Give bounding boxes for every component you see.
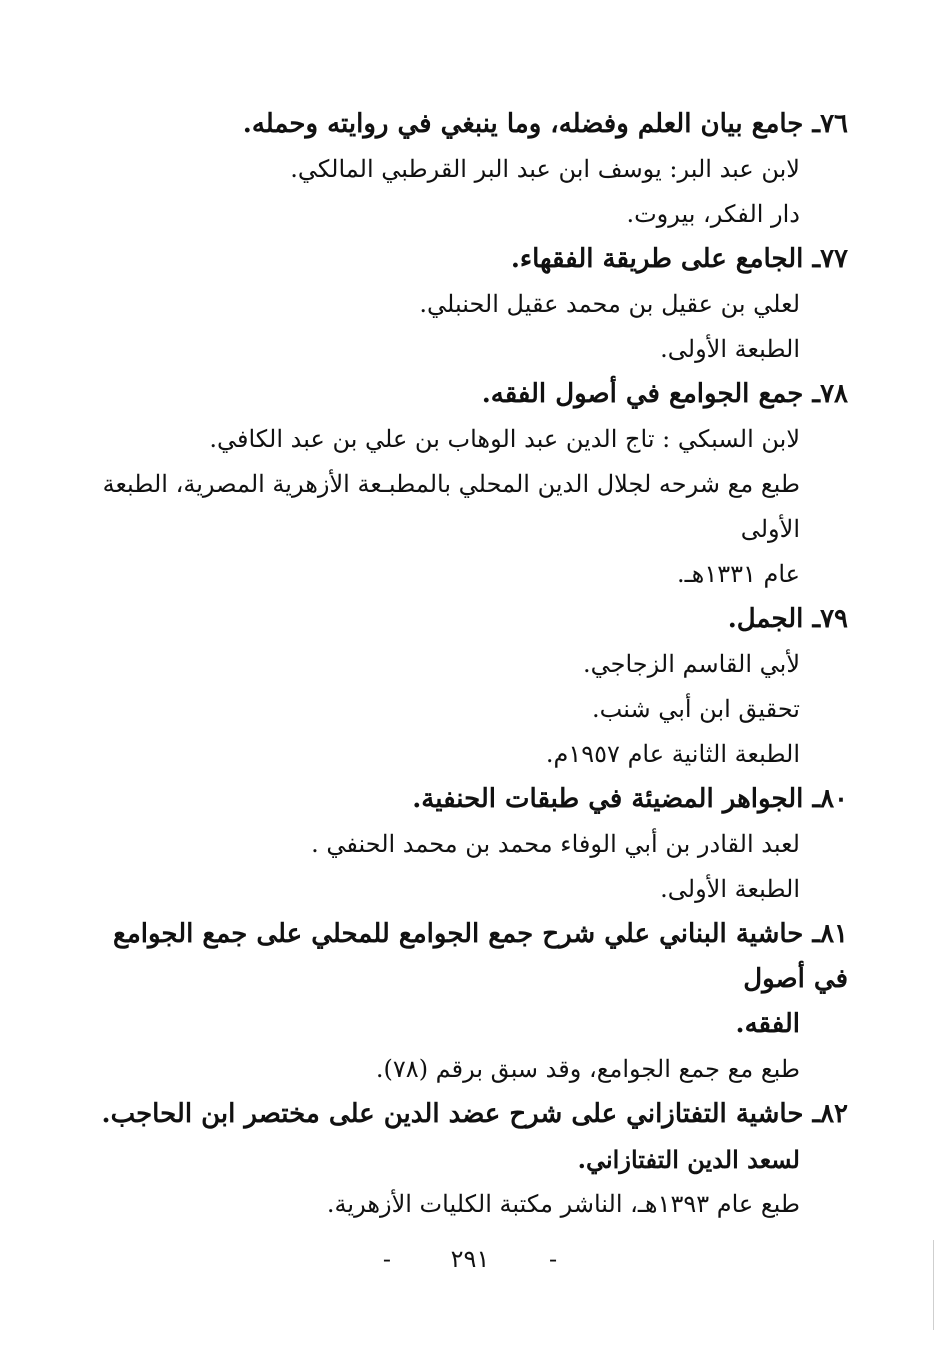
entry-year: عام ١٣٣١هـ. <box>676 560 800 588</box>
entry-publisher: دار الفكر، بيروت. <box>626 200 800 228</box>
entry-edition: الطبعة الثانية عام ١٩٥٧م. <box>545 740 800 768</box>
entry-title: ٧٧ـ الجامع على طريقة الفقهاء. <box>510 244 848 274</box>
entry-edition: الطبعة الأولى. <box>660 335 800 363</box>
entry-title: ٧٩ـ الجمل. <box>727 604 848 634</box>
page-footer <box>0 1245 940 1273</box>
entry-author: لابن السبكي : تاج الدين عبد الوهاب بن علي بن عبد الكافي. <box>209 425 800 453</box>
entry-title: ٨٢ـ حاشية التفتازاني على شرح عضد الدين على مختصر ابن الحاجب. <box>101 1099 848 1129</box>
entry-edition: طبع عام ١٣٩٣هـ، الناشر مكتبة الكليات الأزهرية. <box>326 1190 800 1218</box>
entry-title: ٨١ـ حاشية البناني علي شرح جمع الجوامع للمحلي على جمع الجوامع في أصول <box>112 919 848 994</box>
entry-title: ٧٨ـ جمع الجوامع في أصول الفقه. <box>481 379 848 409</box>
entry-title: ٨٠ـ الجواهر المضيئة في طبقات الحنفية. <box>412 784 848 814</box>
entry-author: لابن عبد البر: يوسف ابن عبد البر القرطبي المالكي. <box>290 155 800 183</box>
bibliography-page <box>100 102 848 1227</box>
entry-79 <box>100 597 848 777</box>
entry-author: لعلي بن عقيل بن محمد عقيل الحنبلي. <box>419 290 800 318</box>
entry-author: لأبي القاسم الزجاجي. <box>583 650 800 678</box>
entry-title: ٧٦ـ جامع بيان العلم وفضله، وما ينبغي في روايته وحمله. <box>242 109 848 139</box>
entry-author: لعبد القادر بن أبي الوفاء محمد بن محمد الحنفي . <box>311 830 800 858</box>
footer-dash-left: - <box>382 1245 392 1273</box>
entry-78 <box>100 372 848 597</box>
entry-81 <box>100 912 848 1092</box>
page-number: ٢٩١ <box>450 1245 490 1273</box>
entry-title-continuation: الفقه. <box>735 1009 800 1039</box>
entry-82 <box>100 1092 848 1227</box>
entry-76 <box>100 102 848 237</box>
entry-edition: الطبعة الأولى. <box>660 875 800 903</box>
entry-77 <box>100 237 848 372</box>
entry-note: طبع مع جمع الجوامع، وقد سبق برقم (٧٨). <box>375 1055 800 1083</box>
footer-dash-right: - <box>548 1245 558 1273</box>
entry-author: لسعد الدين التفتازاني. <box>577 1145 800 1174</box>
entry-edition: طبع مع شرحه لجلال الدين المحلي بالمطبـعة الأزهرية المصرية، الطبعة الأولى <box>102 470 800 543</box>
margin-mark <box>933 1240 934 1330</box>
entry-80 <box>100 777 848 912</box>
entry-editor: تحقيق ابن أبي شنب. <box>592 695 800 723</box>
